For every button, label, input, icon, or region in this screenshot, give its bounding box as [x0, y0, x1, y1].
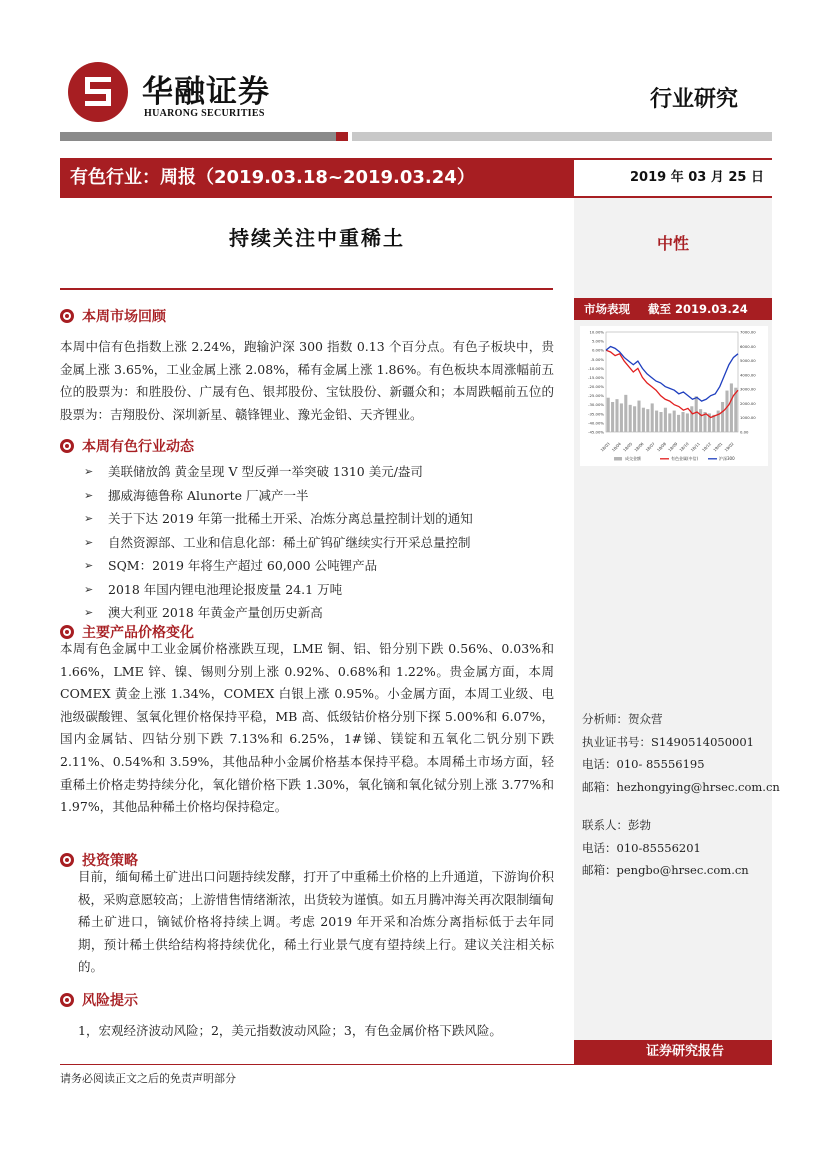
market-chart-svg	[580, 326, 768, 466]
page-headline: 持续关注中重稀土	[229, 226, 405, 250]
chart-right-tick-label: 5000.00	[740, 358, 756, 364]
section-bullet-icon	[60, 853, 74, 867]
prices-paragraph: 本周有色金属中工业金属价格涨跌互现，LME 铜、铝、铅分别下跌 0.56%、0.03%和 1.66%，LME 锌、镍、锡则分别上涨 0.92%、0.68%和 1.22%。贵金属方面，本周 COMEX 黄金上涨 1.34%，COMEX 白银上涨 0.95%。小金属方面，本周工业级、电池级碳酸锂、氢氧化锂价格保持平稳，MB 高、低级钴价格分别下探 5.00%和 6.07%，国内金属钴、四钴分别下跌 7.13%和 6.25%，1#锑、镁锭和五氧化二钒分别下跌 2.11%、0.54%和 3.59%，其他品种小金属价格基本保持平稳。本周稀土市场方面，轻重稀土价格走势持续分化，氧化镨价格下跌 1.30%，氧化镝和氧化铽分别上涨 3.77%和 1.97%，其他品种稀土价格均保持稳定。	[60, 641, 554, 815]
chart-left-tick-label: -20.00%	[588, 384, 604, 390]
chart-volume-bar	[721, 402, 724, 432]
chart-left-tick-label: 10.00%	[589, 329, 604, 335]
list-item: ➢ 澳大利亚 2018 年黄金产量创历史新高	[84, 601, 554, 625]
chart-left-tick-label: -15.00%	[588, 374, 604, 380]
company-logo	[68, 62, 128, 122]
chart-volume-bar	[607, 398, 610, 432]
chart-volume-bar	[695, 396, 698, 432]
report-type: 行业研究	[650, 87, 739, 112]
chart-volume-bar	[659, 412, 662, 432]
chart-left-tick-label: -35.00%	[588, 411, 604, 417]
side-column	[574, 158, 780, 1063]
list-item: ➢ 挪威海德鲁称 Alunorte 厂减产一半	[84, 484, 554, 508]
chart-volume-bar	[651, 403, 654, 432]
chart-right-tick-label: 1000.00	[740, 415, 756, 421]
chart-x-tick-label: 18/10	[678, 441, 690, 453]
section-heading-text: 本周市场回顾	[82, 309, 166, 325]
chart-volume-bar	[642, 408, 645, 432]
analyst-name: 分析师：贺众营	[582, 712, 663, 726]
chart-volume-bar	[681, 412, 684, 432]
section-bullet-icon	[60, 993, 74, 1007]
section-bullet-icon	[60, 309, 74, 323]
review-paragraph: 本周中信有色指数上涨 2.24%，跑输沪深 300 指数 0.13 个百分点。有色子板块中，贵金属上涨 3.65%，工业金属上涨 2.08%，稀有金属上涨 1.86%。有色板块本周涨幅前五位的股票为：和胜股份、广晟有色、银邦股份、宝钛股份、新疆众和；本周跌幅前五位的股票为：吉翔股份、深圳新星、赣锋锂业、豫光金铅、天齐锂业。	[60, 339, 554, 422]
chart-volume-bar	[624, 395, 627, 432]
arrow-right-icon: ➢	[84, 512, 94, 525]
section-bullet-icon	[60, 625, 74, 639]
chart-volume-bar	[620, 403, 623, 432]
chart-volume-bar	[677, 415, 680, 432]
chart-volume-bar	[690, 406, 693, 432]
chart-x-tick-label: 18/09	[667, 441, 679, 453]
chart-volume-bar	[725, 391, 728, 432]
brand-name-en: HUARONG SECURITIES	[144, 108, 265, 119]
section-heading-text: 本周有色行业动态	[82, 439, 194, 455]
market-chart	[580, 326, 768, 466]
chart-volume-bar	[712, 415, 715, 432]
chart-x-tick-label: 19/01	[712, 441, 724, 453]
arrow-right-icon: ➢	[84, 559, 94, 572]
section-heading-risk	[60, 990, 138, 1010]
chart-volume-bar	[664, 408, 667, 432]
chart-x-tick-label: 18/08	[655, 441, 668, 453]
chart-right-tick-label: 6000.00	[740, 343, 756, 349]
chart-volume-bar	[611, 402, 614, 432]
contact-email[interactable]: 邮箱：pengbo@hrsec.com.cn	[582, 863, 749, 877]
chart-left-tick-label: 0.00%	[591, 347, 604, 353]
chart-volume-bar	[615, 399, 618, 432]
section-heading-text: 投资策略	[82, 853, 138, 869]
headline-divider	[60, 288, 553, 290]
chart-right-tick-label: 3000.00	[740, 386, 756, 392]
chart-right-tick-label: 0.00	[740, 429, 749, 435]
header-divider-accent	[336, 132, 348, 141]
chart-left-tick-label: -40.00%	[588, 420, 604, 426]
chart-x-tick-label: 18/06	[633, 441, 645, 453]
arrow-right-icon: ➢	[84, 465, 94, 478]
header-divider-right	[352, 132, 772, 141]
chart-legend-swatch	[614, 457, 622, 461]
section-heading-text: 主要产品价格变化	[82, 625, 194, 641]
chart-x-tick-label: 18/12	[700, 441, 713, 453]
section-bullet-icon	[60, 439, 74, 453]
chart-legend-label: 成交金额	[625, 456, 641, 461]
section-heading-review	[60, 306, 166, 326]
contact-block	[582, 814, 768, 882]
contact-phone: 电话：010-85556201	[582, 840, 701, 855]
header-divider-left	[60, 132, 336, 141]
arrow-right-icon: ➢	[84, 488, 94, 502]
chart-left-tick-label: -25.00%	[588, 393, 604, 399]
chart-volume-bar	[673, 411, 676, 432]
chart-volume-bar	[730, 383, 733, 432]
news-list	[84, 460, 554, 625]
chart-left-tick-label: -10.00%	[588, 365, 604, 371]
chart-volume-bar	[633, 406, 636, 432]
chart-legend-label: 沪深300	[719, 456, 735, 461]
analyst-phone: 电话：010- 85556195	[582, 757, 705, 771]
chart-volume-bar	[699, 409, 702, 432]
market-date: 截至 2019.03.24	[648, 302, 748, 316]
chart-left-tick-label: -30.00%	[588, 402, 604, 408]
chart-volume-bar	[686, 413, 689, 432]
chart-x-tick-label: 18/04	[610, 441, 622, 453]
report-category-band: 证券研究报告	[574, 1040, 772, 1064]
chart-x-tick-label: 19/02	[723, 441, 735, 453]
chart-volume-bar	[646, 409, 649, 432]
market-performance-band	[574, 298, 772, 320]
list-item: ➢ SQM：2019 年将生产超过 60,000 公吨锂产品	[84, 554, 554, 578]
disclaimer-note: 请务必阅读正文之后的免责声明部分	[60, 1072, 236, 1085]
section-heading-text: 风险提示	[82, 993, 138, 1009]
section-heading-news	[60, 436, 194, 456]
arrow-right-icon: ➢	[84, 582, 94, 596]
chart-volume-bar	[637, 401, 640, 432]
list-item: ➢ 自然资源部、工业和信息化部：稀土矿钨矿继续实行开采总量控制	[84, 531, 554, 555]
chart-right-tick-label: 7000.00	[740, 329, 756, 335]
chart-x-tick-label: 18/07	[644, 441, 656, 453]
chart-left-tick-label: -45.00%	[588, 429, 604, 435]
strategy-paragraph: 目前，缅甸稀土矿进出口问题持续发酵，打开了中重稀土价格的上升通道，下游询价积极，采购意愿较高；上游惜售情绪渐浓，出货较为谨慎。如五月腾冲海关再次限制缅甸稀土矿进口，镝铽价格将持续上调。考虑 2019 年开采和冶炼分离指标低于去年同期，预计稀土供给结构将持续优化，稀土行业景气度有望持续上行。建议关注相关标的。	[78, 869, 554, 975]
list-item: ➢ 关于下达 2019 年第一批稀土开采、冶炼分离总量控制计划的通知	[84, 507, 554, 531]
analyst-email[interactable]: 邮箱：hezhongying@hrsec.com.cn	[582, 779, 780, 794]
brand-name-cn: 华融证券	[142, 74, 270, 110]
chart-legend-label: 有色金属(中信)	[671, 456, 699, 461]
chart-volume-bar	[668, 413, 671, 432]
chart-volume-bar	[629, 405, 632, 432]
chart-x-tick-label: 18/03	[599, 441, 611, 453]
footer-divider	[60, 1064, 772, 1065]
list-item: ➢ 美联储放鸽 黄金呈现 V 型反弹一举突破 1310 美元/盎司	[84, 460, 554, 484]
arrow-right-icon: ➢	[84, 606, 94, 619]
market-label: 市场表现	[584, 302, 630, 316]
risk-paragraph: 1，宏观经济波动风险；2，美元指数波动风险；3，有色金属价格下跌风险。	[78, 1023, 502, 1038]
chart-left-tick-label: 5.00%	[591, 338, 604, 344]
chart-x-tick-label: 18/05	[621, 441, 634, 453]
chart-right-tick-label: 2000.00	[740, 400, 756, 406]
report-date: 2019 年 03 月 25 日	[574, 158, 772, 198]
chart-right-tick-label: 4000.00	[740, 372, 756, 378]
list-item: ➢ 2018 年国内锂电池理论报废量 24.1 万吨	[84, 578, 554, 602]
report-title-band: 有色行业：周报（2019.03.18~2019.03.24）	[60, 158, 574, 198]
chart-left-tick-label: -5.00%	[590, 356, 604, 362]
logo-s-mark-icon	[68, 62, 128, 122]
contact-name: 联系人：彭勃	[582, 818, 651, 832]
analyst-cert: 执业证书号：S1490514050001	[582, 734, 754, 749]
analyst-block	[582, 708, 780, 798]
industry-rating: 中性	[656, 234, 689, 253]
arrow-right-icon: ➢	[84, 535, 94, 549]
chart-x-tick-label: 18/11	[689, 441, 701, 453]
chart-volume-bar	[655, 411, 658, 432]
